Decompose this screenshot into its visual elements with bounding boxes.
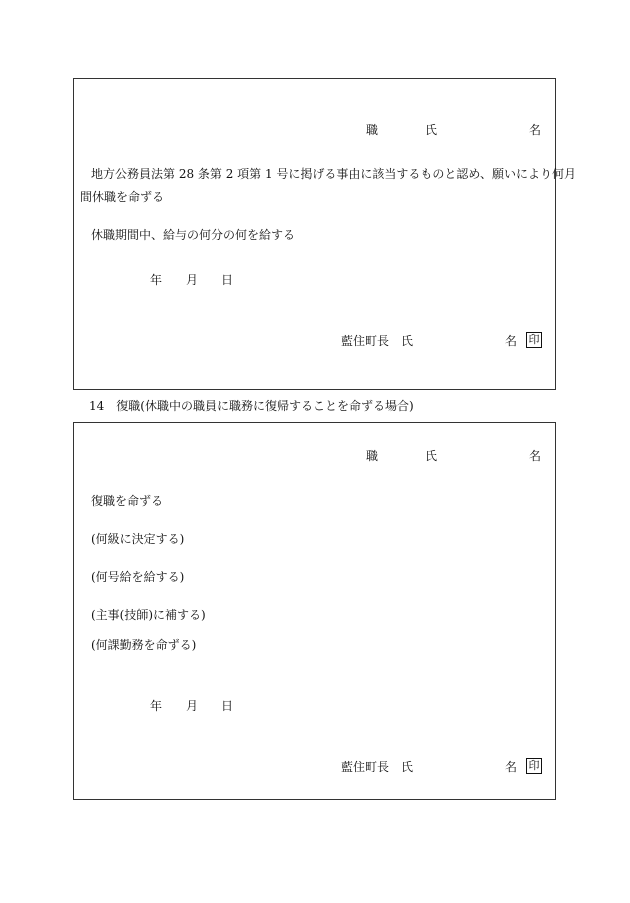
header-given-name: 名	[529, 449, 542, 463]
header-given-name: 名	[529, 123, 542, 137]
signer-name: 名	[505, 760, 518, 774]
department-line: (何課勤務を命ずる)	[91, 638, 197, 652]
header-surname: 氏	[425, 123, 438, 137]
signer-title: 藍住町長 氏	[341, 334, 414, 348]
date-day: 日	[221, 699, 234, 713]
order-text-line2: 間休職を命ずる	[80, 190, 165, 204]
order-form-suspension	[73, 78, 576, 390]
date-day: 日	[221, 273, 234, 287]
header-surname: 氏	[425, 449, 438, 463]
header-position: 職	[366, 123, 379, 137]
salary-step-line: (何号給を給する)	[91, 570, 185, 584]
grade-line: (何級に決定する)	[91, 532, 185, 546]
date-year: 年	[150, 273, 163, 287]
section-heading-14: 14 復職(休職中の職員に職務に復帰することを命ずる場合)	[89, 399, 414, 413]
date-year: 年	[150, 699, 163, 713]
order-form-reinstatement	[73, 422, 556, 800]
signer-name: 名	[505, 334, 518, 348]
position-line: (主事(技師)に補する)	[91, 608, 206, 622]
signer-title: 藍住町長 氏	[341, 760, 414, 774]
order-text-line1: 地方公務員法第 28 条第 2 項第 1 号に掲げる事由に該当するものと認め、願いにより何月	[91, 167, 576, 181]
seal-stamp: 印	[526, 331, 542, 348]
reinstatement-line: 復職を命ずる	[91, 494, 164, 508]
salary-text: 休職期間中、給与の何分の何を給する	[91, 228, 296, 242]
header-position: 職	[366, 449, 379, 463]
date-month: 月	[186, 273, 199, 287]
seal-stamp: 印	[526, 757, 542, 774]
date-month: 月	[186, 699, 199, 713]
